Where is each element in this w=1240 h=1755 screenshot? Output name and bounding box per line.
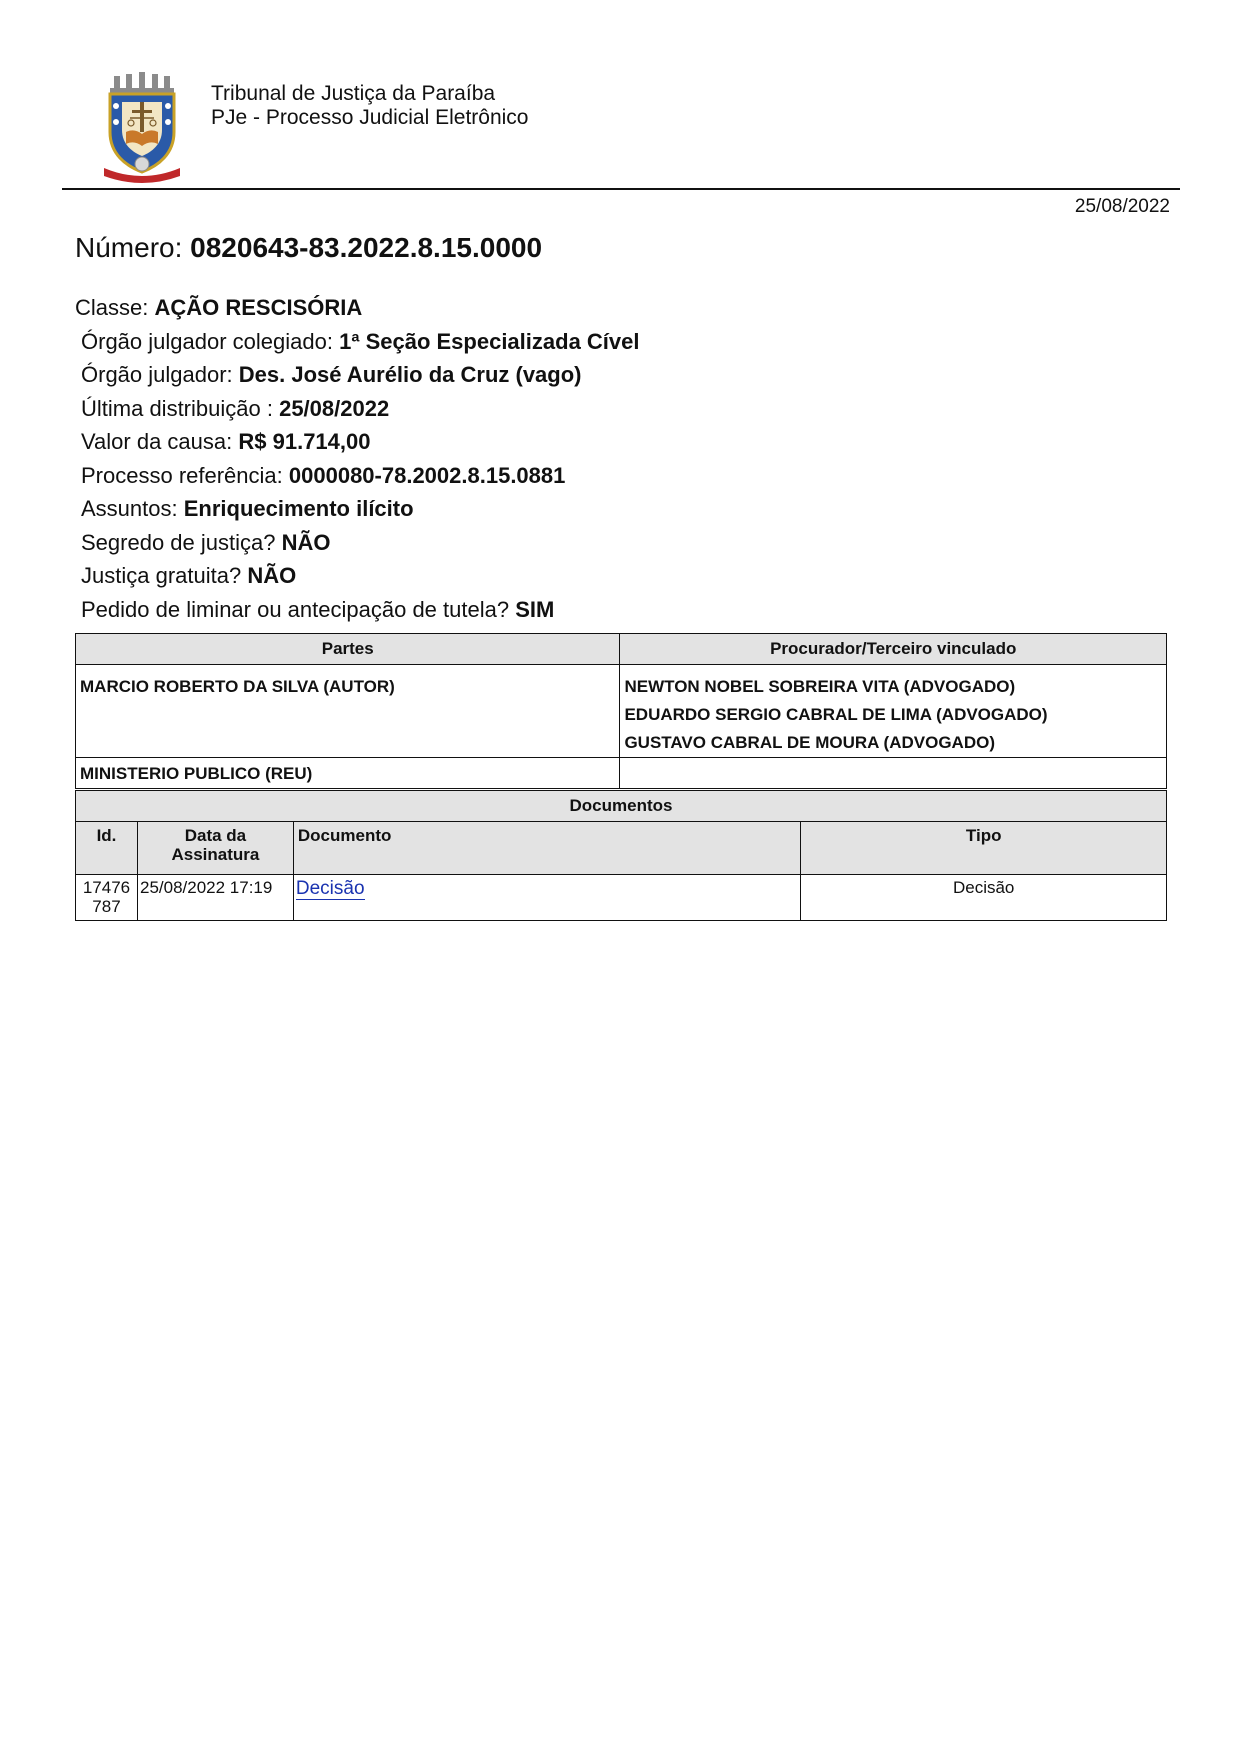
field-label: Órgão julgador: bbox=[81, 362, 233, 387]
field-value: Enriquecimento ilícito bbox=[183, 496, 414, 521]
process-number-label: Número: bbox=[75, 232, 183, 263]
table-row bbox=[76, 758, 1167, 789]
table-row bbox=[76, 875, 1167, 921]
documentos-table bbox=[75, 790, 1167, 921]
id-header: Id. bbox=[76, 822, 138, 875]
field-label: Segredo de justiça? bbox=[81, 529, 276, 555]
data-header bbox=[137, 822, 293, 875]
table-header-row bbox=[76, 634, 1167, 665]
procurador-name: GUSTAVO CABRAL DE MOURA (ADVOGADO) bbox=[624, 733, 995, 752]
process-fields bbox=[75, 291, 640, 626]
partes-header: Partes bbox=[76, 634, 620, 665]
procurador-cell bbox=[620, 665, 1167, 758]
field-segredo-justica bbox=[75, 526, 640, 560]
process-number bbox=[75, 232, 542, 264]
documento-cell bbox=[293, 875, 800, 921]
field-justica-gratuita bbox=[75, 559, 640, 593]
id-line: 787 bbox=[92, 897, 121, 916]
field-assuntos bbox=[75, 492, 640, 526]
parte-cell: MINISTERIO PUBLICO (REU) bbox=[76, 758, 620, 789]
field-value: NÃO bbox=[281, 529, 331, 555]
id-cell bbox=[76, 875, 138, 921]
table-header-row bbox=[76, 822, 1167, 875]
tipo-header: Tipo bbox=[801, 822, 1167, 875]
field-label: Última distribuição : bbox=[81, 395, 273, 421]
field-pedido-liminar bbox=[75, 593, 640, 627]
field-label: Assuntos: bbox=[81, 496, 178, 521]
system-name: PJe - Processo Judicial Eletrônico bbox=[211, 106, 529, 129]
procurador-name: NEWTON NOBEL SOBREIRA VITA (ADVOGADO) bbox=[624, 677, 1016, 696]
header-divider bbox=[62, 188, 1180, 190]
field-value: SIM bbox=[515, 596, 555, 622]
process-number-value: 0820643-83.2022.8.15.0000 bbox=[190, 232, 543, 263]
document-date: 25/08/2022 bbox=[1074, 196, 1170, 217]
data-cell: 25/08/2022 17:19 bbox=[137, 875, 293, 921]
field-processo-referencia bbox=[75, 459, 640, 493]
documentos-title: Documentos bbox=[76, 791, 1167, 822]
tipo-cell: Decisão bbox=[801, 875, 1167, 921]
data-header-line: Data da bbox=[184, 826, 247, 845]
field-ultima-distribuicao bbox=[75, 392, 640, 426]
id-line: 17476 bbox=[82, 878, 131, 897]
field-orgao-julgador bbox=[75, 358, 640, 392]
field-label: Processo referência: bbox=[81, 462, 283, 488]
field-label: Órgão julgador colegiado: bbox=[81, 328, 333, 354]
table-row bbox=[76, 665, 1167, 758]
field-value: 1ª Seção Especializada Cível bbox=[339, 328, 640, 354]
field-orgao-colegiado bbox=[75, 325, 640, 359]
field-label: Valor da causa: bbox=[81, 429, 233, 454]
field-label: Classe: bbox=[75, 295, 149, 320]
procurador-name: EDUARDO SERGIO CABRAL DE LIMA (ADVOGADO) bbox=[624, 705, 1048, 724]
field-value: AÇÃO RESCISÓRIA bbox=[154, 295, 363, 320]
procurador-cell bbox=[620, 758, 1167, 789]
parte-cell: MARCIO ROBERTO DA SILVA (AUTOR) bbox=[76, 665, 620, 758]
data-header-line: Assinatura bbox=[171, 845, 260, 864]
field-valor-causa bbox=[75, 425, 640, 459]
partes-table bbox=[75, 633, 1167, 789]
court-header bbox=[211, 82, 528, 130]
coat-of-arms-icon bbox=[100, 72, 184, 184]
field-value: 25/08/2022 bbox=[279, 395, 390, 421]
field-label: Pedido de liminar ou antecipação de tutela? bbox=[81, 596, 510, 622]
field-label: Justiça gratuita? bbox=[81, 563, 242, 588]
documento-link[interactable]: Decisão bbox=[295, 878, 365, 899]
field-value: Des. José Aurélio da Cruz (vago) bbox=[238, 362, 582, 387]
field-value: NÃO bbox=[247, 563, 297, 588]
procurador-header: Procurador/Terceiro vinculado bbox=[620, 634, 1167, 665]
field-value: 0000080-78.2002.8.15.0881 bbox=[288, 462, 566, 488]
field-value: R$ 91.714,00 bbox=[238, 429, 371, 454]
field-classe bbox=[75, 291, 640, 325]
documentos-title-row bbox=[76, 791, 1167, 822]
court-name: Tribunal de Justiça da Paraíba bbox=[211, 82, 496, 105]
documento-header: Documento bbox=[293, 822, 800, 875]
